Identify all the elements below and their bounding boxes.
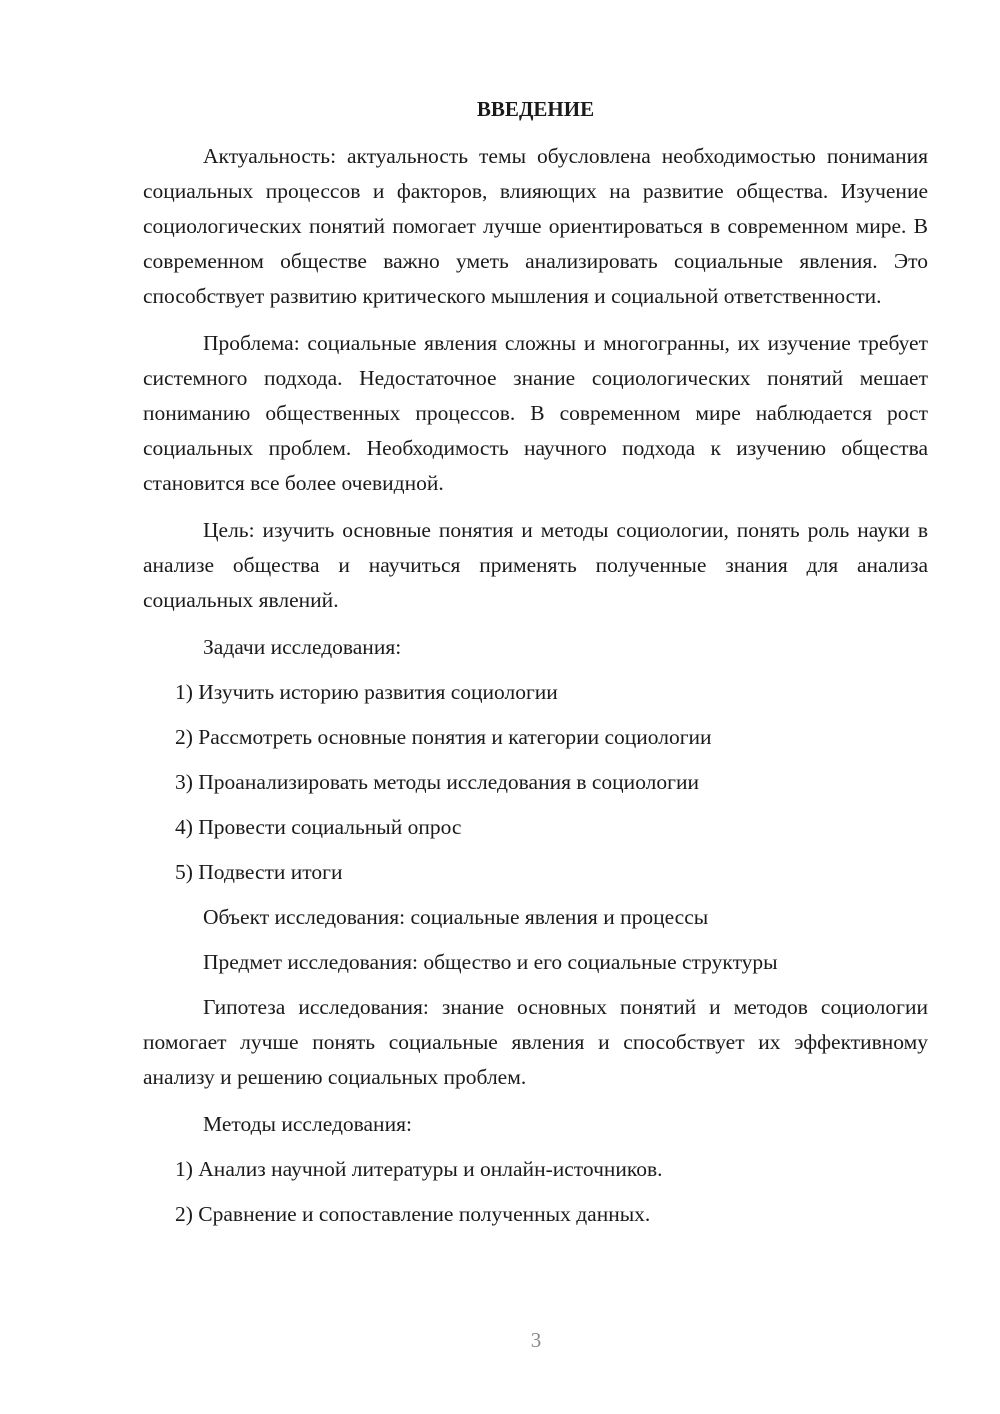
- list-item: 5) Подвести итоги: [175, 860, 343, 884]
- tasks-heading: Задачи исследования:: [203, 635, 402, 659]
- goal-paragraph: Цель: изучить основные понятия и методы социологии, понять роль науки в анализе общества и научиться применять полученные знания для анализа социальных явлений.: [143, 518, 928, 612]
- list-item: 1) Анализ научной литературы и онлайн-источников.: [175, 1157, 663, 1181]
- methods-list: [143, 1152, 928, 1232]
- object-line: Объект исследования: социальные явления и процессы: [203, 905, 709, 929]
- list-item: 2) Рассмотреть основные понятия и категории социологии: [175, 725, 712, 749]
- document-page: [143, 92, 928, 1242]
- problem-paragraph: Проблема: социальные явления сложны и многогранны, их изучение требует системного подхода. Недостаточное знание социологических понятий мешает пониманию общественных процессов. В современном мире наблюдается рост социальных проблем. Необходимость научного подхода к изучению общества становится все более очевидной.: [143, 331, 928, 495]
- tasks-list: [143, 675, 928, 890]
- list-item: 4) Провести социальный опрос: [175, 815, 462, 839]
- hypothesis-paragraph: Гипотеза исследования: знание основных понятий и методов социологии помогает лучше понять социальные явления и способствует их эффективному анализу и решению социальных проблем.: [143, 995, 928, 1089]
- subject-line: Предмет исследования: общество и его социальные структуры: [203, 950, 778, 974]
- list-item: 1) Изучить историю развития социологии: [175, 680, 558, 704]
- page-title: ВВЕДЕНИЕ: [476, 97, 595, 121]
- list-item: 2) Сравнение и сопоставление полученных данных.: [175, 1202, 651, 1226]
- page-number: 3: [530, 1328, 542, 1352]
- methods-heading: Методы исследования:: [203, 1112, 412, 1136]
- list-item: 3) Проанализировать методы исследования в социологии: [175, 770, 699, 794]
- relevance-paragraph: Актуальность: актуальность темы обусловлена необходимостью понимания социальных процессов и факторов, влияющих на развитие общества. Изучение социологических понятий помогает лучше ориентироваться в современном мире. В современном обществе важно уметь анализировать социальные явления. Это способствует развитию критического мышления и социальной ответственности.: [143, 144, 928, 308]
